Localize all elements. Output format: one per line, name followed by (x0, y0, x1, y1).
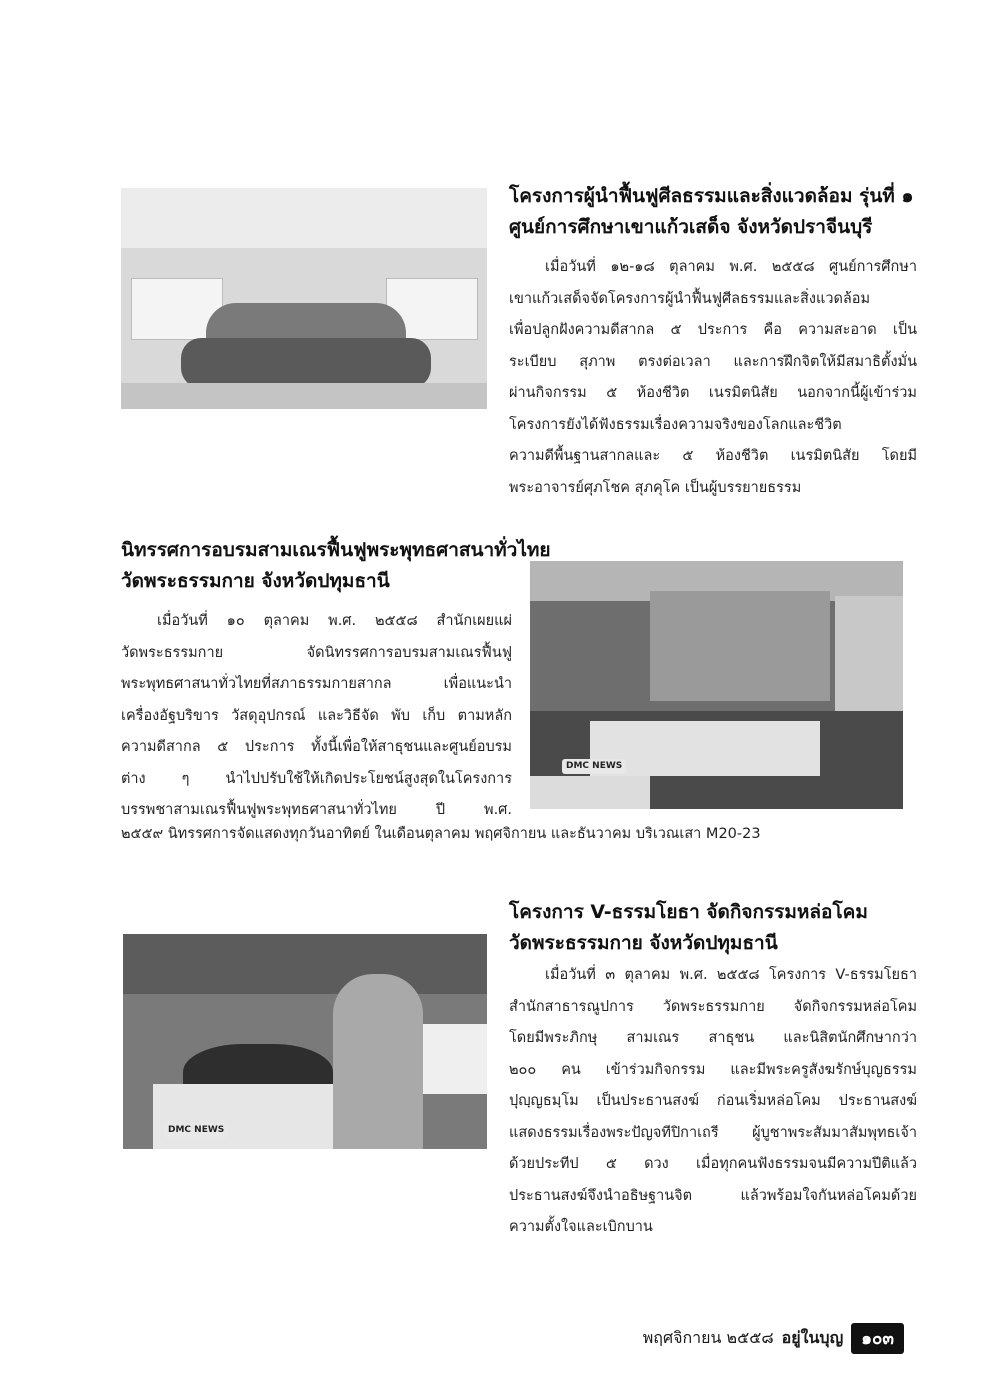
article1-body (509, 252, 917, 504)
article1-title-line1: โครงการผู้นำฟื้นฟูศีลธรรมและสิ่งแวดล้อม รุ่นที่ ๑ (509, 185, 914, 207)
article2-title (121, 535, 591, 597)
page-footer (643, 1323, 904, 1354)
article2-body-line: พระพุทธศาสนาทั่วไทยที่สภาธรรมกายสากล เพื่อแนะนำ (121, 676, 512, 692)
article1-body-line: ความดีพื้นฐานสากลและ ๕ ห้องชีวิต เนรมิตนิสัย โดยมี (509, 448, 917, 464)
article3-body-line: เมื่อวันที่ ๓ ตุลาคม พ.ศ. ๒๕๕๘ โครงการ V-ธรรมโยธา (545, 967, 917, 983)
article2-body-line: บรรพชาสามเณรฟื้นฟูพระพุทธศาสนาทั่วไทย ปี พ.ศ. (121, 802, 512, 818)
article2-news-tag: DMC NEWS (562, 759, 626, 774)
article2-body-last (121, 819, 903, 851)
article1-body-line: เพื่อปลูกฝังความดีสากล ๕ ประการ คือ ความสะอาด เป็น (509, 322, 917, 338)
article3-body-line: ความตั้งใจและเบิกบาน (509, 1219, 653, 1235)
article1-body-line: ผ่านกิจกรรม ๕ ห้องชีวิต เนรมิตนิสัย นอกจากนี้ผู้เข้าร่วม (509, 385, 917, 401)
article3-title (509, 897, 929, 959)
article2-title-line2: วัดพระธรรมกาย จังหวัดปทุมธานี (121, 570, 390, 592)
article3-title-line2: วัดพระธรรมกาย จังหวัดปทุมธานี (509, 932, 778, 954)
article2-body-last-line: ๒๕๕๙ นิทรรศการจัดแสดงทุกวันอาทิตย์ ในเดือนตุลาคม พฤศจิกายน และธันวาคม บริเวณเสา M20-23 (121, 826, 761, 842)
article2-body-line: เครื่องอัฐบริขาร วัสดุอุปกรณ์ และวิธีจัด พับ เก็บ ตามหลัก (121, 707, 512, 724)
article1-body-line: เขาแก้วเสด็จจัดโครงการผู้นำฟื้นฟูศีลธรรมและสิ่งแวดล้อม (509, 290, 871, 307)
article1-body-line: ระเบียบ สุภาพ ตรงต่อเวลา และการฝึกจิตให้มีสมาธิตั้งมั่น (509, 353, 917, 370)
article3-body-line: ปุญฺญธมฺโม เป็นประธานสงฆ์ ก่อนเริ่มหล่อโคม ประธานสงฆ์ (509, 1093, 917, 1109)
article3-body-line: ๒๐๐ คน เข้าร่วมกิจกรรม และมีพระครูสังฆรักษ์บุญธรรม (509, 1061, 917, 1078)
article3-body-line: แสดงธรรมเรื่องพระปัญจทีปิกาเถรี ผู้บูชาพระสัมมาสัมพุทธเจ้า (509, 1124, 917, 1141)
article2-body-line: วัดพระธรรมกาย จัดนิทรรศการอบรมสามเณรฟื้นฟู (121, 644, 512, 661)
article1-title-line2: ศูนย์การศึกษาเขาแก้วเสด็จ จังหวัดปราจีนบุรี (509, 216, 873, 238)
article1-body-line: เมื่อวันที่ ๑๒-๑๘ ตุลาคม พ.ศ. ๒๕๕๘ ศูนย์การศึกษา (545, 259, 917, 275)
article3-body-line: ด้วยประทีป ๕ ดวง เมื่อทุกคนฟังธรรมจนมีความปีติแล้ว (509, 1156, 917, 1172)
article2-body-line: เมื่อวันที่ ๑๐ ตุลาคม พ.ศ. ๒๕๕๘ สำนักเผยแผ่ (157, 613, 512, 629)
article1-body-line: พระอาจารย์ศุภโชค สุภคุโค เป็นผู้บรรยายธรรม (509, 479, 802, 496)
footer-issue: พฤศจิกายน ๒๕๕๘ (642, 1328, 774, 1347)
article3-photo (123, 934, 487, 1149)
article3-news-tag: DMC NEWS (164, 1123, 228, 1138)
article2-body-line: ต่าง ๆ นำไปปรับใช้ให้เกิดประโยชน์สูงสุดในโครงการ (121, 770, 512, 787)
footer-magazine: อยู่ในบุญ (781, 1328, 844, 1347)
article2-body-line: ความดีสากล ๕ ประการ ทั้งนี้เพื่อให้สาธุชนและศูนย์อบรม (121, 739, 512, 755)
article2-title-line1: นิทรรศการอบรมสามเณรฟื้นฟูพระพุทธศาสนาทั่วไทย (121, 539, 551, 561)
article3-body (509, 960, 917, 1244)
article3-body-line: ประธานสงฆ์จึงนำอธิษฐานจิต แล้วพร้อมใจกันหล่อโคมด้วย (509, 1187, 917, 1204)
article1-title (509, 181, 929, 243)
article3-body-line: โดยมีพระภิกษุ สามเณร สาธุชน และนิสิตนักศึกษากว่า (509, 1030, 917, 1046)
article2-body (121, 606, 512, 827)
article3-body-line: สำนักสาธารณูปการ วัดพระธรรมกาย จัดกิจกรรมหล่อโคม (509, 998, 917, 1015)
article1-photo (121, 188, 487, 409)
article1-body-line: โครงการยังได้ฟังธรรมเรื่องความจริงของโลกและชีวิต (509, 416, 842, 433)
article3-title-line1: โครงการ V-ธรรมโยธา จัดกิจกรรมหล่อโคม (509, 901, 868, 923)
page-number: ๑๐๓ (851, 1323, 904, 1354)
